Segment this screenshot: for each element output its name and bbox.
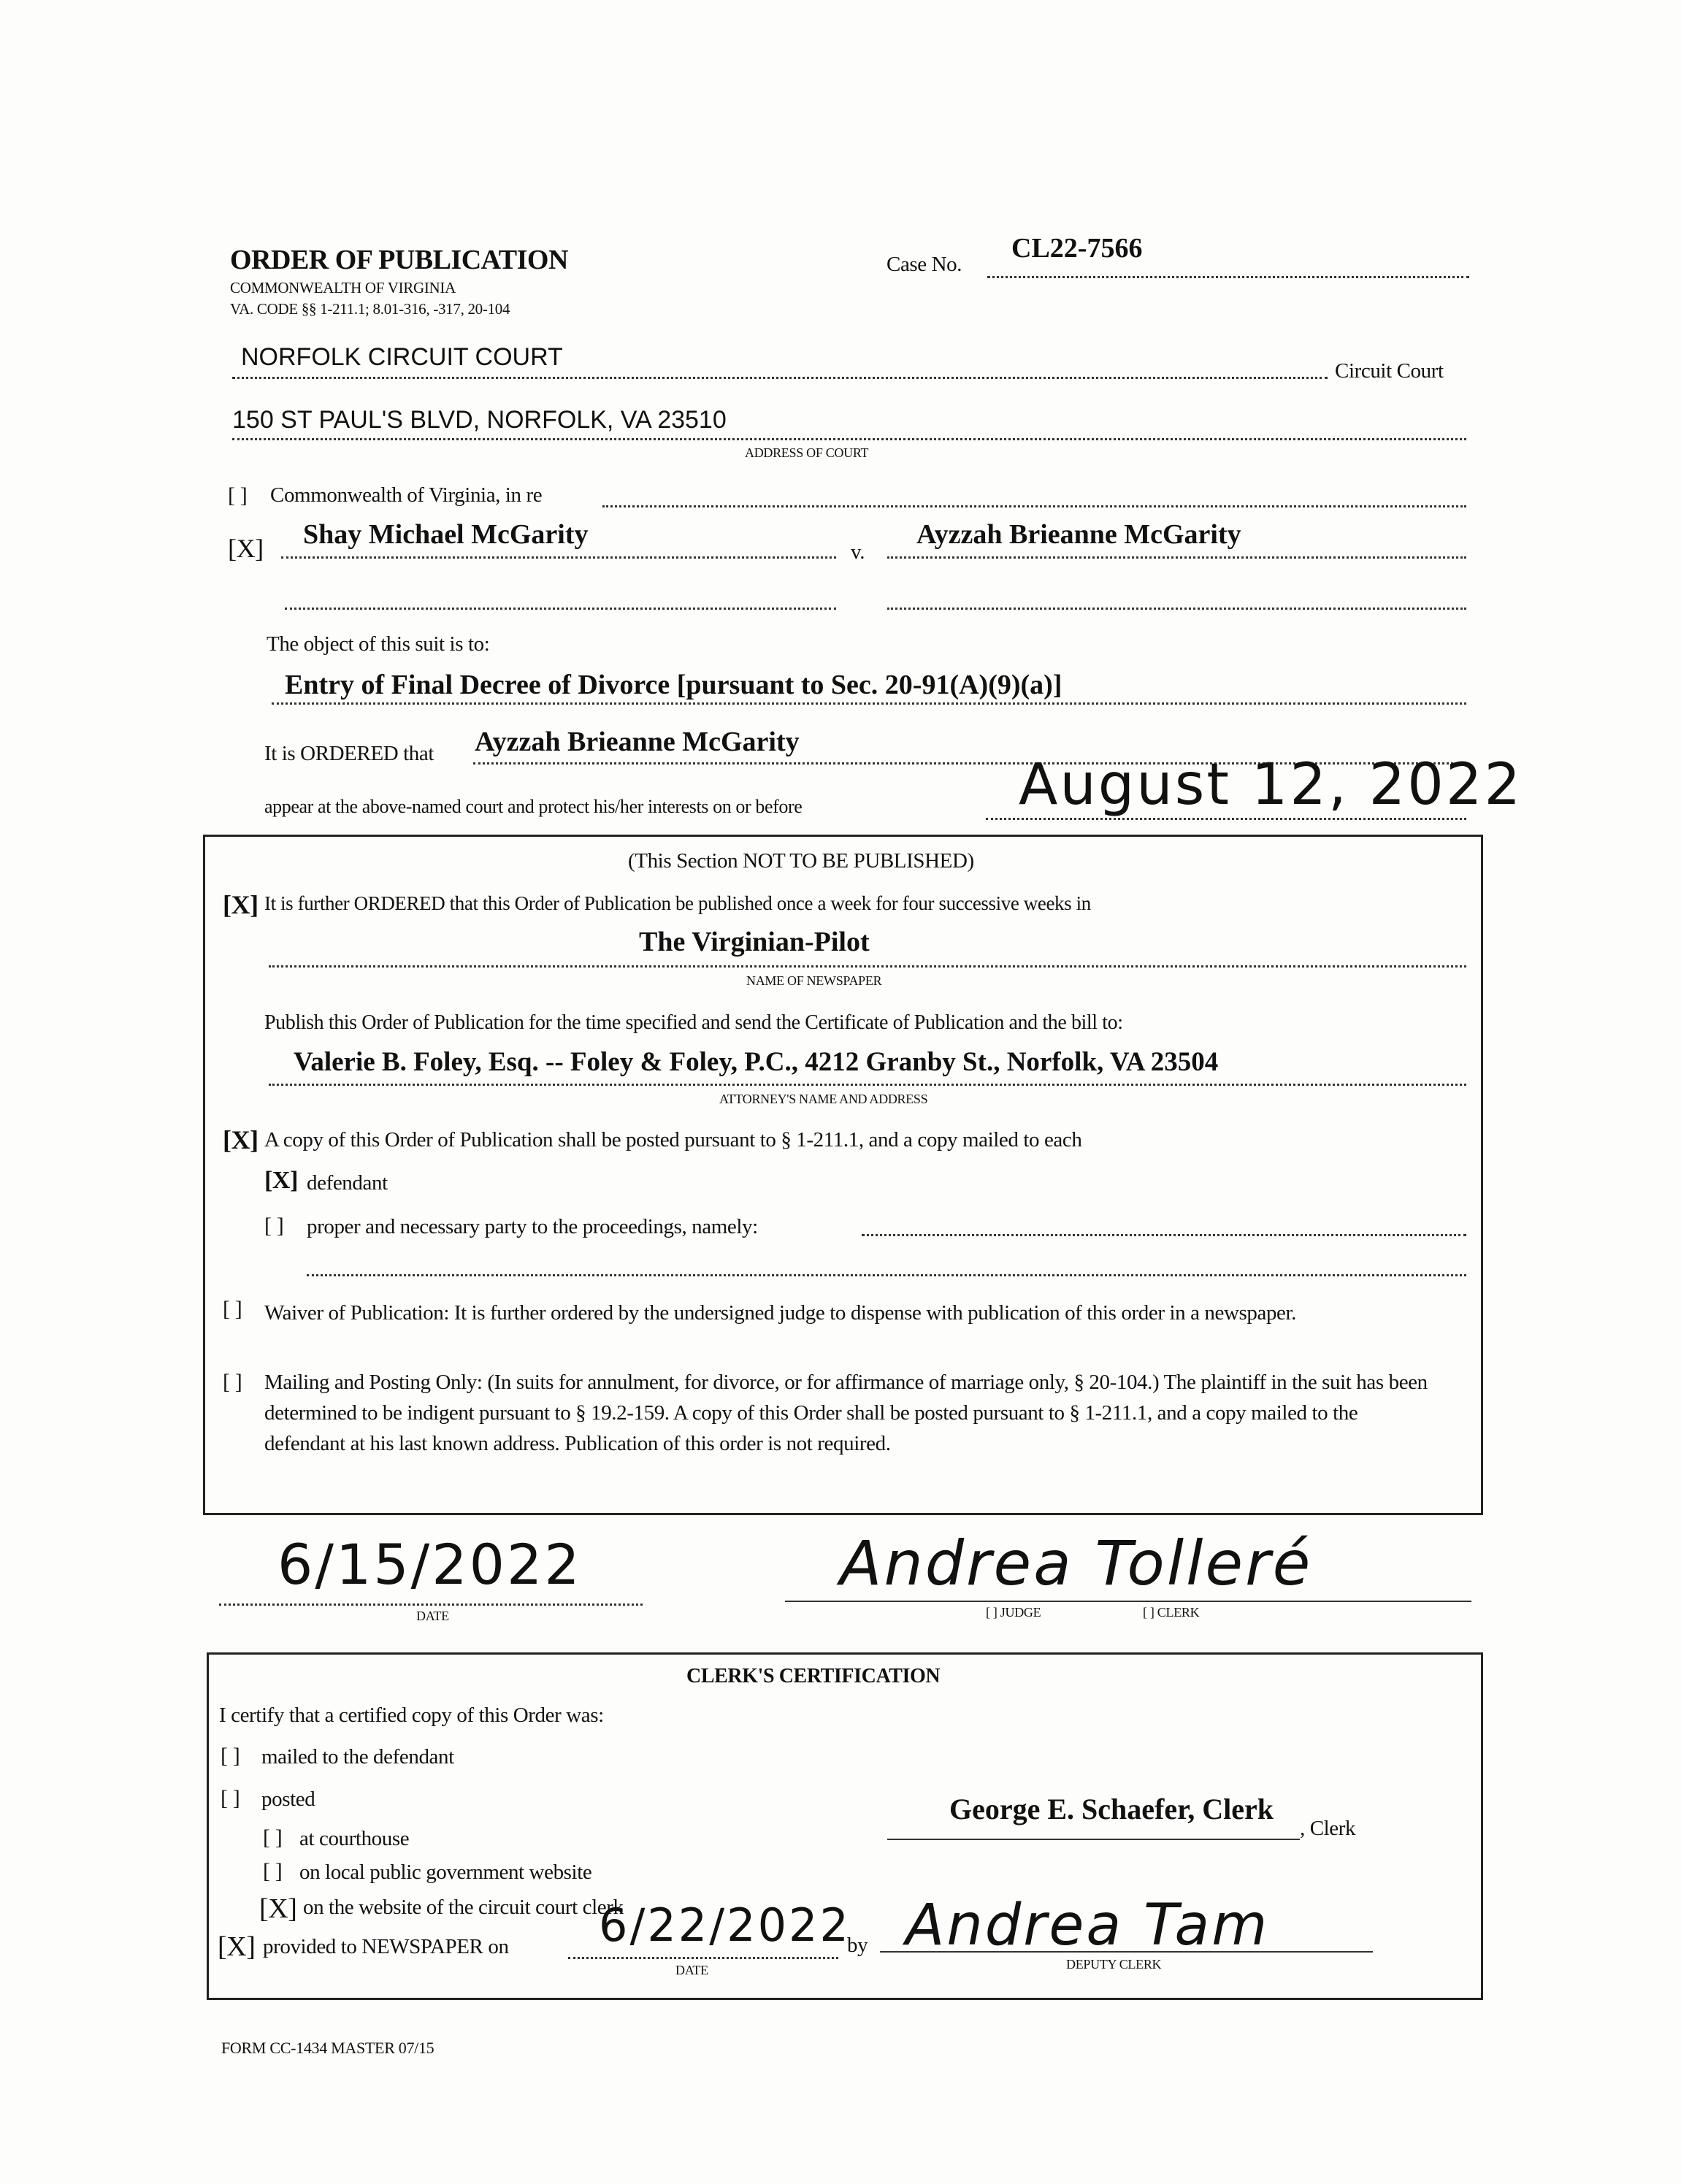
court-name: NORFOLK CIRCUIT COURT — [241, 343, 563, 371]
party-necessary-checkbox[interactable]: [ ] — [264, 1214, 284, 1238]
courthouse-checkbox[interactable]: [ ] — [263, 1825, 283, 1850]
party-necessary-line — [862, 1234, 1466, 1236]
object-line — [272, 702, 1466, 705]
plaintiff-line — [281, 556, 836, 559]
newspaper-provided-checkbox[interactable]: [X] — [218, 1931, 256, 1962]
clerk-name-line — [887, 1839, 1300, 1840]
post-text: A copy of this Order of Publication shall be posted pursuant to § 1-211.1, and a copy mailed to each — [264, 1128, 1082, 1152]
posted-label: posted — [261, 1788, 315, 1811]
certification-intro: I certify that a certified copy of this Order was: — [219, 1704, 604, 1727]
waiver-paragraph — [264, 1297, 1462, 1329]
case-number: CL22-7566 — [1011, 233, 1143, 264]
party-necessary-line-2 — [307, 1274, 1466, 1276]
by-label: by — [847, 1934, 868, 1957]
clerk-website-label: on the website of the circuit court clerk — [303, 1896, 624, 1919]
newspaper-label: NAME OF NEWSPAPER — [746, 973, 882, 988]
send-text: Publish this Order of Publication for the time specified and send the Certificate of Publication and the bill to: — [264, 1011, 1123, 1034]
judge-label: [ ] JUDGE — [986, 1605, 1041, 1620]
signature-date: 6/15/2022 — [277, 1532, 582, 1597]
attorney-info: Valerie B. Foley, Esq. -- Foley & Foley, P.C., 4212 Granby St., Norfolk, VA 23504 — [294, 1047, 1219, 1077]
versus-label: v. — [851, 540, 865, 564]
judge-signature-line — [785, 1601, 1471, 1602]
defendant-label: defendant — [307, 1171, 388, 1195]
post-checkbox[interactable]: [X] — [223, 1125, 259, 1154]
commonwealth-label: Commonwealth of Virginia, in re — [270, 483, 543, 507]
newspaper-provided-label: provided to NEWSPAPER on — [263, 1935, 509, 1958]
party-checkbox[interactable]: [X] — [228, 534, 264, 563]
waiver-checkbox[interactable]: [ ] — [223, 1297, 242, 1321]
mailing-title: Mailing and Posting Only: — [264, 1371, 483, 1394]
code-reference: VA. CODE §§ 1-211.1; 8.01-316, -317, 20-104 — [230, 300, 510, 318]
clerk-suffix: , Clerk — [1300, 1817, 1356, 1840]
unpublished-heading: (This Section NOT TO BE PUBLISHED) — [628, 849, 974, 873]
judge-signature: Andrea Tolleré — [840, 1528, 1313, 1599]
defendant-name: Ayzzah Brieanne McGarity — [916, 519, 1241, 550]
clerk-name: George E. Schaefer, Clerk — [949, 1793, 1274, 1825]
deputy-clerk-signature: Andrea Tam — [905, 1893, 1270, 1958]
case-no-line — [987, 276, 1469, 278]
provided-date-line — [568, 1957, 838, 1959]
plaintiff-name: Shay Michael McGarity — [303, 519, 589, 550]
mailed-label: mailed to the defendant — [261, 1745, 454, 1769]
appear-date: August 12, 2022 — [1019, 752, 1523, 818]
provided-date-label: DATE — [675, 1963, 708, 1977]
clerk-label: [ ] CLERK — [1143, 1605, 1200, 1620]
form-subtitle: COMMONWEALTH OF VIRGINIA — [230, 279, 456, 296]
attorney-label: ATTORNEY'S NAME AND ADDRESS — [719, 1092, 928, 1106]
plaintiff-line-2 — [285, 608, 836, 610]
case-no-label: Case No. — [887, 253, 962, 276]
newspaper-line — [269, 965, 1466, 968]
court-address: 150 ST PAUL'S BLVD, NORFOLK, VA 23510 — [232, 406, 727, 434]
courthouse-label: at courthouse — [299, 1827, 410, 1850]
attorney-line — [269, 1084, 1466, 1086]
object-value: Entry of Final Decree of Divorce [pursuant to Sec. 20-91(A)(9)(a)] — [285, 670, 1062, 700]
deputy-clerk-label: DEPUTY CLERK — [1066, 1957, 1162, 1972]
mailing-checkbox[interactable]: [ ] — [223, 1370, 242, 1394]
commonwealth-checkbox[interactable]: [ ] — [228, 483, 248, 507]
deputy-clerk-line — [880, 1951, 1373, 1953]
waiver-title: Waiver of Publication: — [264, 1301, 450, 1325]
appear-line — [986, 818, 1466, 820]
mailing-text: (In suits for annulment, for divorce, or for affirmance of marriage only, § 20-104.) The plaintiff in the suit has been determined to be indigent pursuant to § 19.2-159. A copy of this Order shall be posted pursuant to § 1-211.1, and a copy mailed to the defendant at his last known address. Publication of this order is not required. — [264, 1371, 1428, 1455]
ordered-label: It is ORDERED that — [264, 742, 434, 765]
waiver-text: It is further ordered by the undersigned judge to dispense with publication of this order in a newspaper. — [453, 1301, 1297, 1325]
local-website-checkbox[interactable]: [ ] — [263, 1859, 283, 1883]
publish-checkbox[interactable]: [X] — [223, 890, 259, 919]
object-label: The object of this suit is to: — [267, 632, 490, 656]
provided-date: 6/22/2022 — [599, 1898, 851, 1952]
posted-checkbox[interactable]: [ ] — [221, 1786, 240, 1810]
signature-date-line — [219, 1603, 643, 1606]
local-website-label: on local public government website — [299, 1861, 592, 1884]
defendant-line-2 — [887, 608, 1466, 610]
party-necessary-label: proper and necessary party to the proceedings, namely: — [307, 1215, 758, 1238]
mailing-paragraph — [264, 1367, 1433, 1459]
mailed-checkbox[interactable]: [ ] — [221, 1744, 240, 1768]
publish-text: It is further ORDERED that this Order of Publication be published once a week for four successive weeks in — [264, 892, 1091, 914]
form-title: ORDER OF PUBLICATION — [230, 245, 568, 275]
newspaper-name: The Virginian-Pilot — [639, 927, 870, 957]
court-suffix: Circuit Court — [1335, 359, 1444, 383]
court-address-line — [232, 438, 1466, 440]
signature-date-label: DATE — [416, 1609, 449, 1623]
clerk-website-checkbox[interactable]: [X] — [259, 1893, 297, 1924]
ordered-name: Ayzzah Brieanne McGarity — [475, 727, 800, 757]
defendant-checkbox[interactable]: [X] — [264, 1167, 298, 1194]
certification-heading: CLERK'S CERTIFICATION — [686, 1665, 941, 1687]
form-id: FORM CC-1434 MASTER 07/15 — [221, 2039, 434, 2057]
defendant-line — [887, 556, 1466, 559]
court-address-label: ADDRESS OF COURT — [745, 445, 869, 460]
court-name-line — [232, 377, 1328, 379]
commonwealth-line — [602, 505, 1466, 507]
appear-text: appear at the above-named court and protect his/her interests on or before — [264, 796, 803, 817]
